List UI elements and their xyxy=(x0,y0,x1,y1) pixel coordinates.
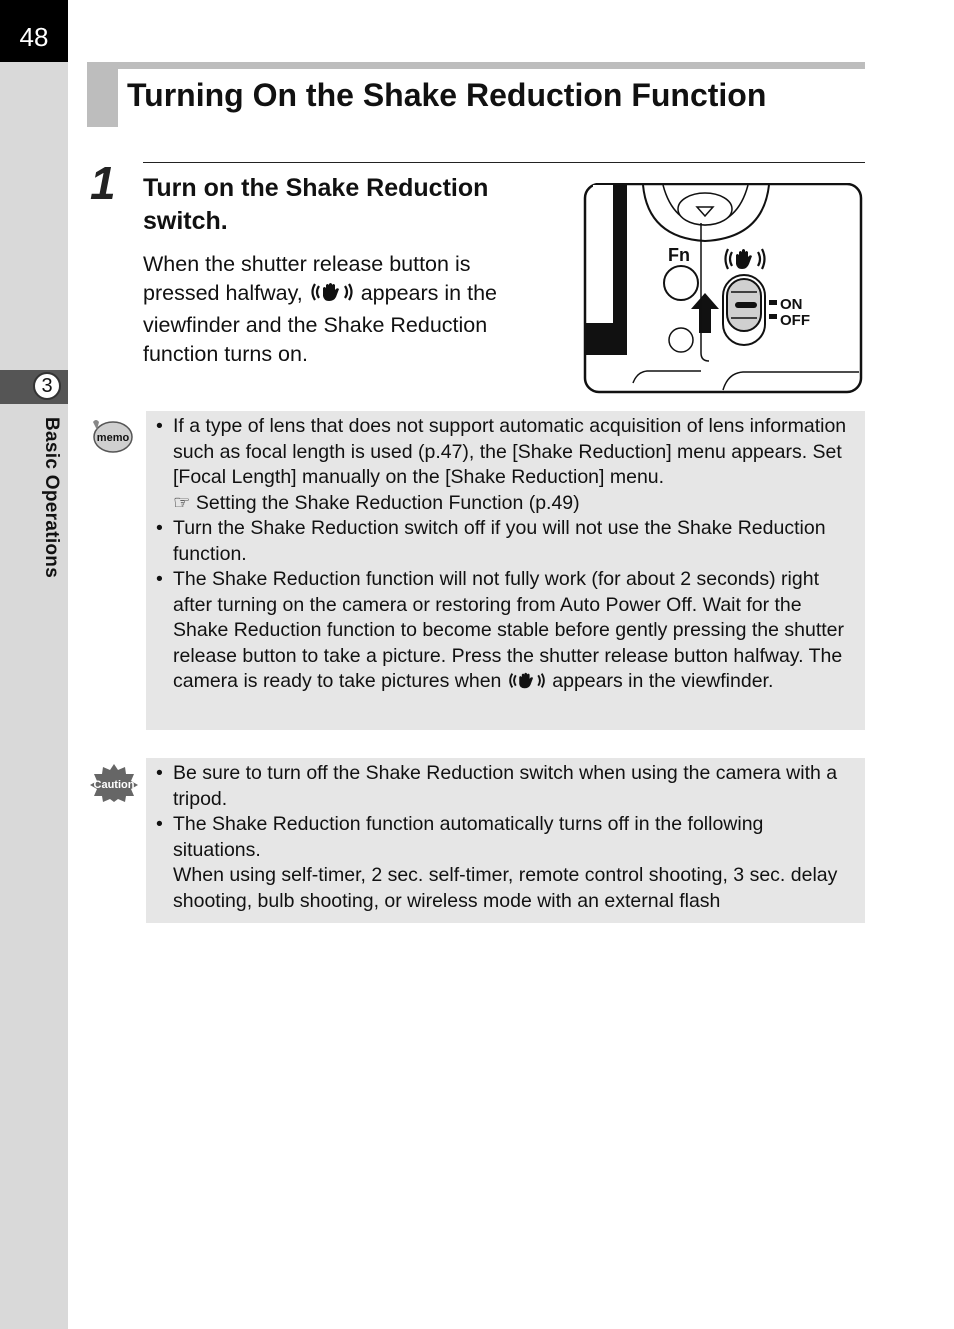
page-title: Turning On the Shake Reduction Function xyxy=(127,77,767,113)
title-bar-top xyxy=(87,62,865,69)
memo-reference-link[interactable]: Setting the Shake Reduction Function (p.49) xyxy=(195,491,580,514)
off-label: OFF xyxy=(780,312,810,329)
memo-list xyxy=(156,414,853,698)
step-number: 1 xyxy=(90,157,116,209)
memo-item xyxy=(156,516,853,567)
step-body-text-1: When the shutter release button is pressed halfway, xyxy=(143,252,471,305)
memo-icon-text: memo xyxy=(96,432,130,444)
caution-icon-text: Caution xyxy=(93,779,135,791)
chapter-label xyxy=(32,417,68,607)
memo-item-text: Turn the Shake Reduction switch off if you will not use the Shake Reduction function. xyxy=(173,517,826,565)
step-body xyxy=(143,250,543,369)
caution-icon xyxy=(88,762,140,802)
step-body-text-2: appears in the viewfinder and the Shake Reduction function turns on. xyxy=(143,281,497,366)
caution-item-text: The Shake Reduction function automatically turns off in the following situations. xyxy=(173,813,764,861)
memo-item-text: If a type of lens that does not support automatic acquisition of lens information such as focal length is used (p.47), the [Shake Reduction] menu appears. Set [Focal Length] manually on the [Shake Reduction] menu. xyxy=(173,415,847,488)
page-number-box xyxy=(0,0,68,62)
page-number: 48 xyxy=(19,22,49,52)
step-heading: Turn on the Shake Reduction switch. xyxy=(143,174,489,235)
side-margin-strip xyxy=(0,0,68,1329)
caution-item-text: Be sure to turn off the Shake Reduction switch when using the camera with a tripod. xyxy=(173,762,838,810)
step-divider xyxy=(143,162,865,163)
shake-reduction-icon xyxy=(309,281,355,311)
chapter-number: 3 xyxy=(33,372,61,400)
caution-box xyxy=(146,758,865,923)
memo-item xyxy=(156,414,853,516)
memo-item-text: The Shake Reduction function will not fully work (for about 2 seconds) right after turning on the camera or restoring from Auto Power Off. Wait for the Shake Reduction function to become stable before gently pressing the shutter release button to take a picture. Press the shutter release button halfway. The camera is ready to take pictures when xyxy=(173,568,844,692)
shake-reduction-icon xyxy=(507,671,547,698)
fn-label: Fn xyxy=(668,245,690,265)
chapter-label-text: Basic Operations xyxy=(41,417,62,579)
memo-item xyxy=(156,567,853,698)
on-label: ON xyxy=(780,296,803,313)
memo-icon xyxy=(88,416,134,456)
caution-item-detail: When using self-timer, 2 sec. self-timer, remote control shooting, 3 sec. delay shooting, bulb shooting, or wireless mode with an external flash xyxy=(173,864,838,912)
memo-box xyxy=(146,411,865,730)
reference-icon: ☞ xyxy=(173,491,191,514)
caution-list xyxy=(156,761,853,914)
camera-back-illustration xyxy=(583,183,863,395)
caution-item xyxy=(156,761,853,812)
title-bar-left xyxy=(87,62,118,127)
caution-item xyxy=(156,812,853,914)
memo-item-text: appears in the viewfinder. xyxy=(552,670,774,692)
